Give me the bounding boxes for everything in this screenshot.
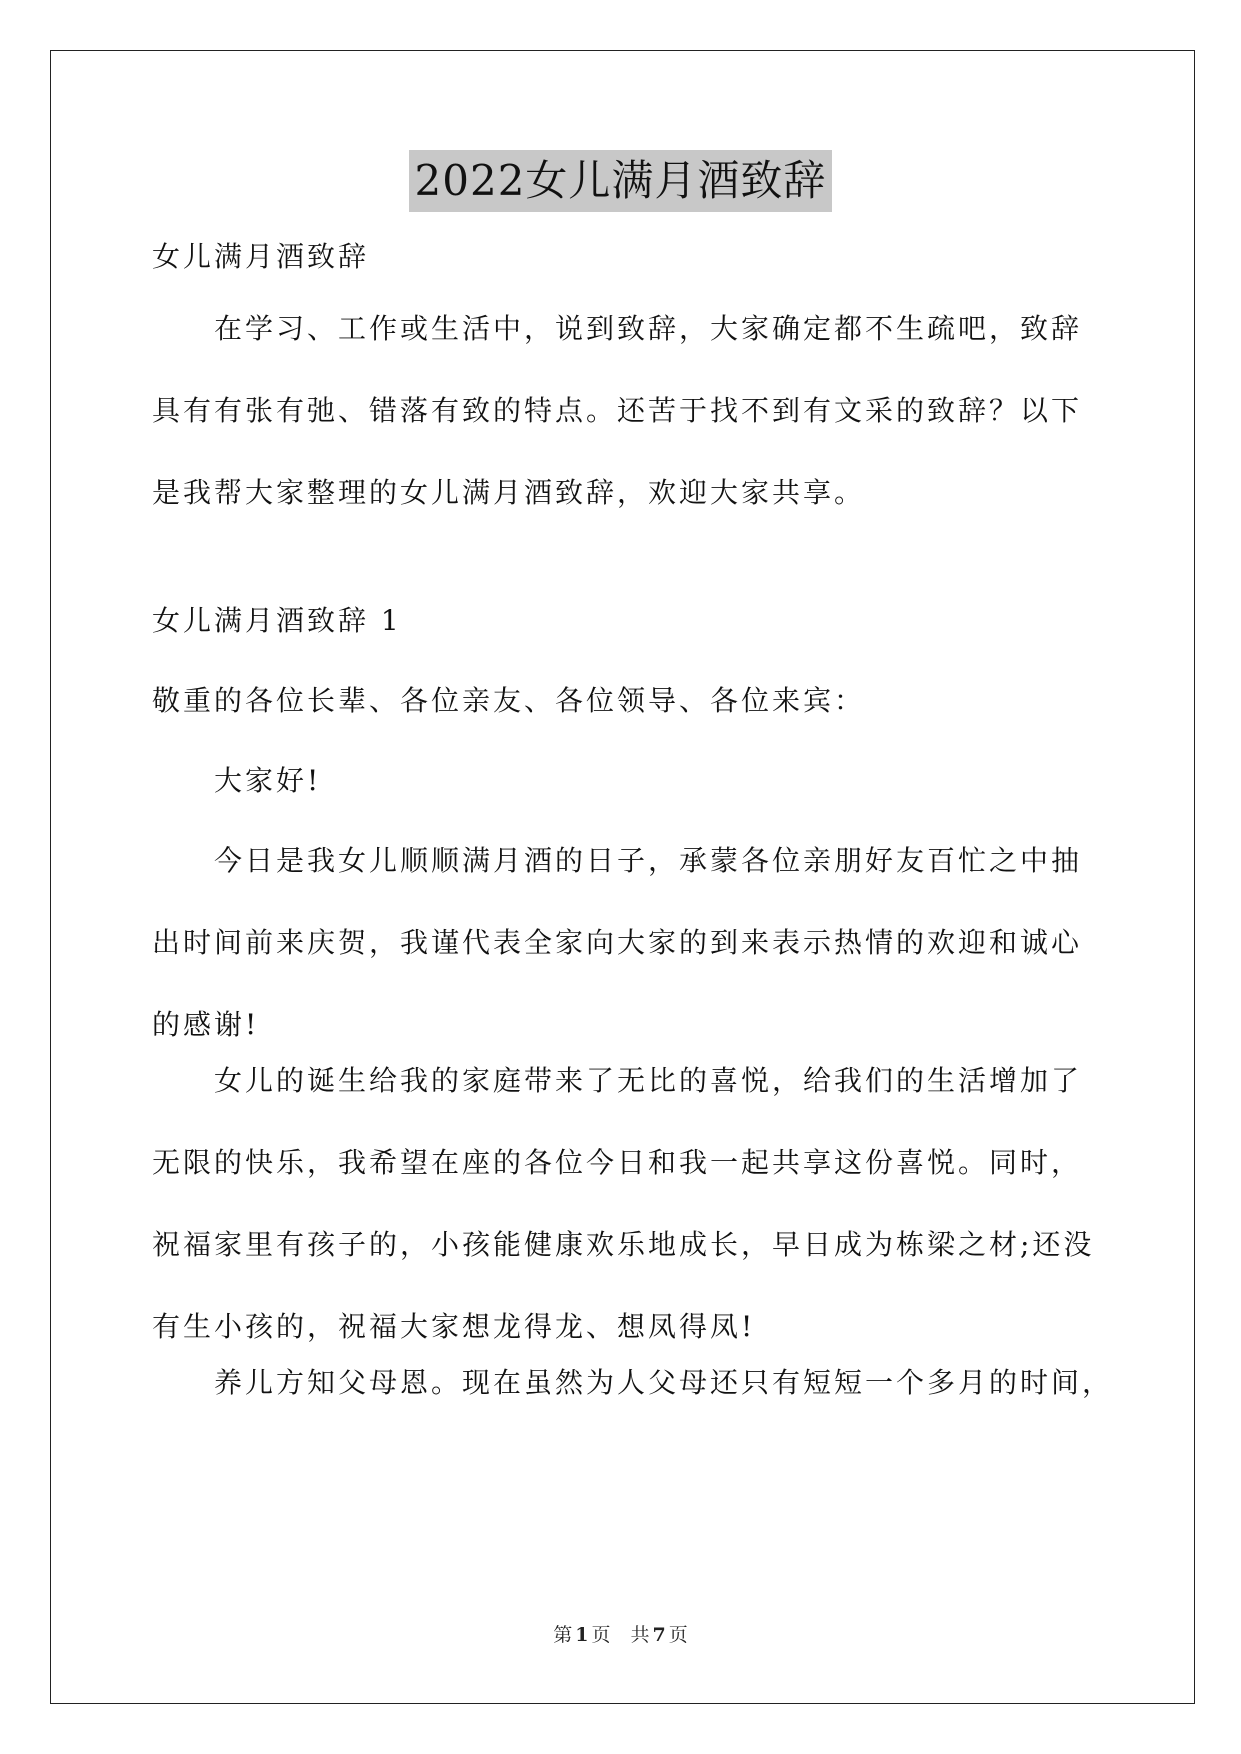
para1-line-2: 出时间前来庆贺，我谨代表全家向大家的到来表示热情的欢迎和诚心 <box>152 926 1083 959</box>
para2-line-3: 祝福家里有孩子的，小孩能健康欢乐地成长，早日成为栋梁之材;还没 <box>152 1228 1095 1261</box>
intro-line-2: 具有有张有弛、错落有致的特点。还苦于找不到有文采的致辞？以下 <box>152 394 1083 427</box>
footer-page-suffix: 页 <box>591 1624 611 1646</box>
body-paragraph-1 <box>152 820 1082 1066</box>
greeting-line: 大家好! <box>214 764 322 797</box>
footer-total-prefix: 共 <box>630 1624 650 1646</box>
para2-line-1: 女儿的诞生给我的家庭带来了无比的喜悦，给我们的生活增加了 <box>214 1064 1083 1097</box>
document-title: 2022女儿满月酒致辞 <box>409 150 833 212</box>
intro-paragraph <box>152 288 1082 534</box>
salutation-line: 敬重的各位长辈、各位亲友、各位领导、各位来宾： <box>152 684 866 717</box>
para3-line-1: 养儿方知父母恩。现在虽然为人父母还只有短短一个多月的时间， <box>214 1366 1114 1399</box>
section-heading-paragraph <box>152 580 402 662</box>
para1-line-1: 今日是我女儿顺顺满月酒的日子，承蒙各位亲朋好友百忙之中抽 <box>214 844 1083 877</box>
footer-total-suffix: 页 <box>668 1624 688 1646</box>
para2-line-2: 无限的快乐，我希望在座的各位今日和我一起共享这份喜悦。同时， <box>152 1146 1083 1179</box>
salutation-paragraph <box>152 660 865 742</box>
body-paragraph-2 <box>152 1040 1094 1368</box>
section-heading: 女儿满月酒致辞 1 <box>152 604 402 637</box>
footer-total-pages: 7 <box>652 1624 666 1646</box>
title-container <box>0 150 1241 212</box>
intro-line-3: 是我帮大家整理的女儿满月酒致辞，欢迎大家共享。 <box>152 476 866 509</box>
subtitle-paragraph <box>152 216 369 298</box>
body-paragraph-3 <box>152 1342 1113 1424</box>
page-footer <box>0 1620 1241 1647</box>
para2-line-4: 有生小孩的，祝福大家想龙得龙、想凤得凤! <box>152 1310 756 1343</box>
footer-page-number: 1 <box>575 1624 589 1646</box>
footer-page-prefix: 第 <box>553 1624 573 1646</box>
intro-line-1: 在学习、工作或生活中，说到致辞，大家确定都不生疏吧，致辞 <box>214 312 1083 345</box>
greeting-paragraph <box>152 740 321 822</box>
para1-line-3: 的感谢! <box>152 1008 260 1041</box>
subtitle-line: 女儿满月酒致辞 <box>152 240 370 273</box>
